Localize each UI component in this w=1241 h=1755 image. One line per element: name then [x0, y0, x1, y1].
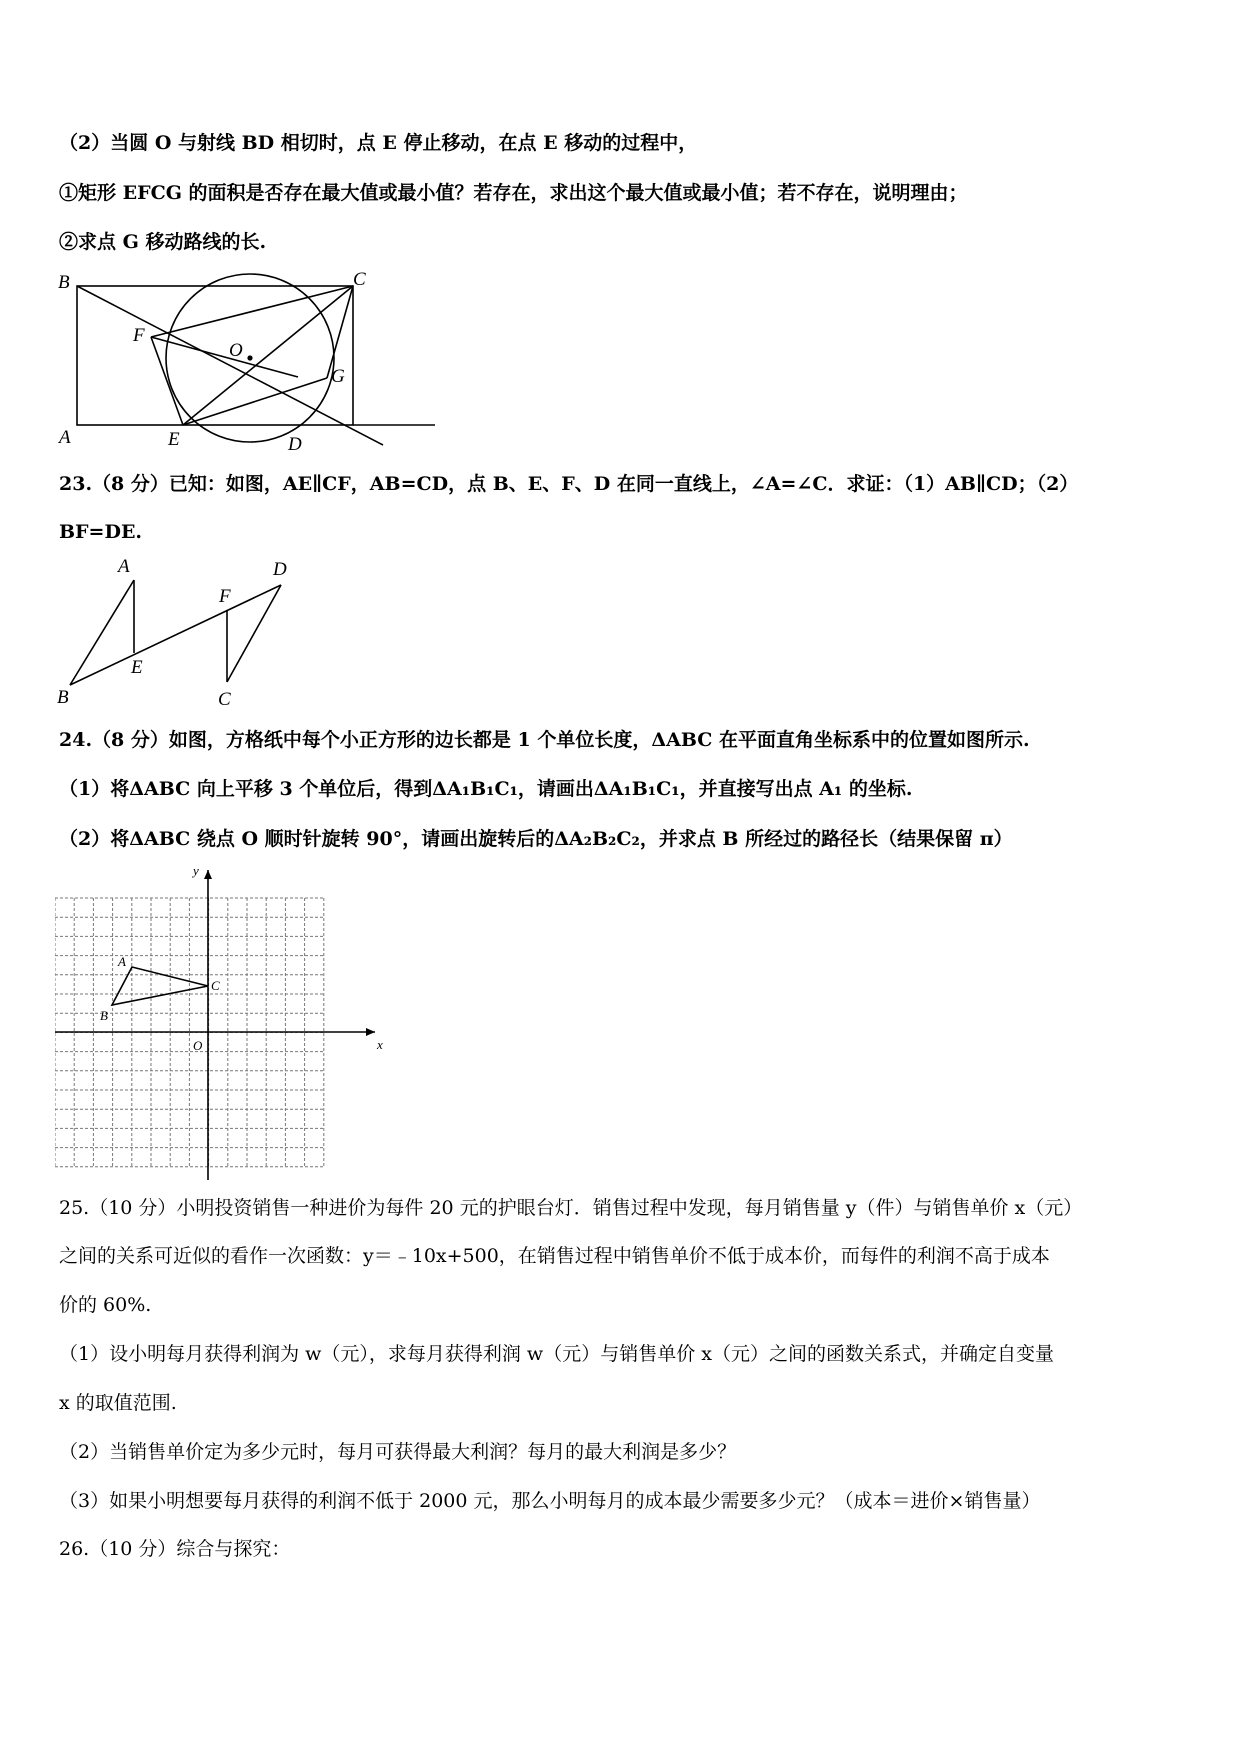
label-b: B — [58, 272, 70, 293]
q24-grid-figure — [55, 860, 385, 1190]
q26-line1: 26.（10 分）综合与探究： — [59, 1538, 291, 1560]
center-point-o — [247, 355, 252, 360]
label-g: G — [331, 366, 345, 387]
label-d: D — [273, 559, 287, 580]
q23-line1: 23.（8 分）已知：如图，AE∥CF，AB=CD，点 B、E、F、D 在同一直线上，∠A=∠C．求证：（1）AB∥CD；（2） — [59, 473, 1079, 495]
q24-part2: （2）将ΔABC 绕点 O 顺时针旋转 90°，请画出旋转后的ΔA₂B₂C₂，并求点 B 所经过的路径长（结果保留 π） — [59, 828, 1013, 850]
label-c: C — [211, 978, 220, 993]
q25-part3: （3）如果小明想要每月获得的利润不低于 2000 元，那么小明每月的成本最少需要多少元？（成本＝进价×销售量） — [59, 1490, 1041, 1512]
label-c: C — [353, 269, 366, 290]
label-e: E — [131, 657, 143, 678]
q24-line1: 24.（8 分）如图，方格纸中每个小正方形的边长都是 1 个单位长度，ΔABC 在平面直角坐标系中的位置如图所示. — [59, 729, 1030, 751]
label-f: F — [133, 325, 145, 346]
q25-part2: （2）当销售单价定为多少元时，每月可获得最大利润？每月的最大利润是多少？ — [59, 1441, 737, 1463]
y-axis-arrow — [204, 870, 212, 879]
q23-figure — [55, 555, 305, 710]
q25-line3: 价的 60%. — [59, 1294, 152, 1316]
label-a: A — [59, 427, 71, 448]
q23-line2: BF=DE. — [59, 521, 143, 543]
q22-figure — [55, 265, 445, 455]
x-axis-arrow — [366, 1028, 375, 1036]
q25-line1: 25.（10 分）小明投资销售一种进价为每件 20 元的护眼台灯．销售过程中发现，每月销售量 y（件）与销售单价 x（元） — [59, 1197, 1083, 1219]
q22-part2: （2）当圆 O 与射线 BD 相切时，点 E 停止移动，在点 E 移动的过程中， — [59, 132, 698, 154]
q25-part1b: x 的取值范围. — [59, 1392, 177, 1414]
label-f: F — [219, 586, 231, 607]
label-a: A — [118, 954, 126, 969]
label-e: E — [168, 429, 180, 450]
q25-part1a: （1）设小明每月获得利润为 w（元），求每月获得利润 w（元）与销售单价 x（元）之间的函数关系式，并确定自变量 — [59, 1343, 1054, 1365]
label-o: O — [229, 340, 243, 361]
label-c: C — [218, 689, 231, 710]
q25-line2: 之间的关系可近似的看作一次函数：y＝﹣10x+500，在销售过程中销售单价不低于成本价，而每件的利润不高于成本 — [59, 1245, 1050, 1267]
label-b: B — [100, 1008, 108, 1023]
label-a: A — [118, 556, 130, 577]
label-d: D — [288, 434, 302, 455]
triangle-abc — [112, 967, 208, 1005]
q22-sub2: ②求点 G 移动路线的长. — [59, 231, 267, 253]
q22-sub1: ①矩形 EFCG 的面积是否存在最大值或最小值？若存在，求出这个最大值或最小值；若不存在，说明理由； — [59, 182, 968, 204]
q24-part1: （1）将ΔABC 向上平移 3 个单位后，得到ΔA₁B₁C₁，请画出ΔA₁B₁C₁，并直接写出点 A₁ 的坐标. — [59, 778, 913, 800]
label-x: x — [377, 1037, 383, 1052]
label-y: y — [193, 863, 199, 878]
label-b: B — [57, 687, 69, 708]
label-o: O — [193, 1038, 203, 1053]
